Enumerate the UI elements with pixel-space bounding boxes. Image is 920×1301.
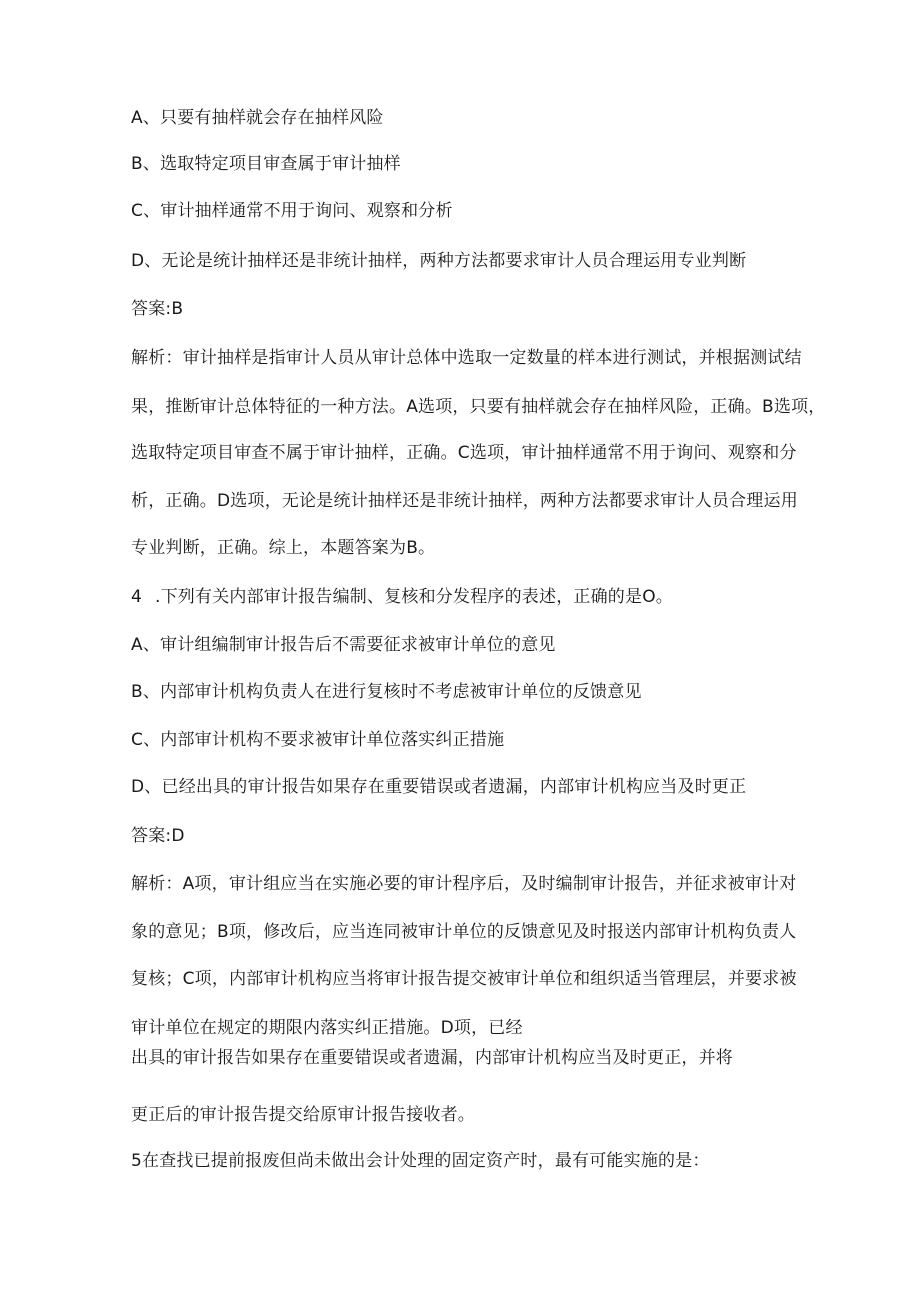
q4-analysis-line: 解析：A项，审计组应当在实施必要的审计程序后，及时编制审计报告，并征求被审计对: [131, 874, 797, 894]
q4-option-a: A、审计组编制审计报告后不需要征求被审计单位的意见: [131, 635, 556, 655]
q4-option-d: D、已经出具的审计报告如果存在重要错误或者遗漏，内部审计机构应当及时更正: [131, 777, 747, 797]
q3-option-a: A、只要有抽样就会存在抽样风险: [131, 108, 384, 128]
q3-analysis-line: 析，正确。D选项，无论是统计抽样还是非统计抽样，两种方法都要求审计人员合理运用: [131, 491, 798, 511]
q4-analysis-line: 更正后的审计报告提交给原审计报告接收者。: [131, 1105, 475, 1125]
q4-analysis-line: 象的意见；B项，修改后，应当连同被审计单位的反馈意见及时报送内部审计机构负责人: [131, 922, 797, 942]
q4-analysis-line: 出具的审计报告如果存在重要错误或者遗漏，内部审计机构应当及时更正，并将: [131, 1048, 733, 1068]
q4-analysis-line: 复核；C项，内部审计机构应当将审计报告提交被审计单位和组织适当管理层，并要求被: [131, 969, 797, 989]
q3-option-d: D、无论是统计抽样还是非统计抽样，两种方法都要求审计人员合理运用专业判断: [131, 251, 747, 271]
q3-analysis-line: 果，推断审计总体特征的一种方法。A选项，只要有抽样就会存在抽样风险，正确。B选项，: [131, 397, 826, 417]
q4-answer: 答案:D: [131, 826, 185, 846]
q5-question: 5在查找已提前报废但尚未做出会计处理的固定资产时，最有可能实施的是：: [131, 1151, 710, 1171]
q3-option-c: C、审计抽样通常不用于询问、观察和分析: [131, 201, 453, 221]
q4-option-c: C、内部审计机构不要求被审计单位落实纠正措施: [131, 730, 505, 750]
q3-analysis-line: 专业判断，正确。综上，本题答案为B。: [131, 538, 436, 558]
q4-question: [131, 586, 673, 608]
q4-option-b: B、内部审计机构负责人在进行复核时不考虑被审计单位的反馈意见: [131, 682, 642, 702]
q4-analysis-line: 审计单位在规定的期限内落实纠正措施。D项，已经: [131, 1018, 523, 1038]
q3-analysis-line: 选取特定项目审查不属于审计抽样，正确。C选项，审计抽样通常不用于询问、观察和分: [131, 443, 797, 463]
q4-number: 4: [131, 587, 143, 607]
q3-option-b: B、选取特定项目审查属于审计抽样: [131, 154, 401, 174]
q3-answer: 答案:B: [131, 299, 184, 319]
q4-stem: .下列有关内部审计报告编制、复核和分发程序的表述，正确的是O。: [155, 587, 673, 607]
q3-analysis-line: 解析：审计抽样是指审计人员从审计总体中选取一定数量的样本进行测试，并根据测试结: [131, 348, 802, 368]
